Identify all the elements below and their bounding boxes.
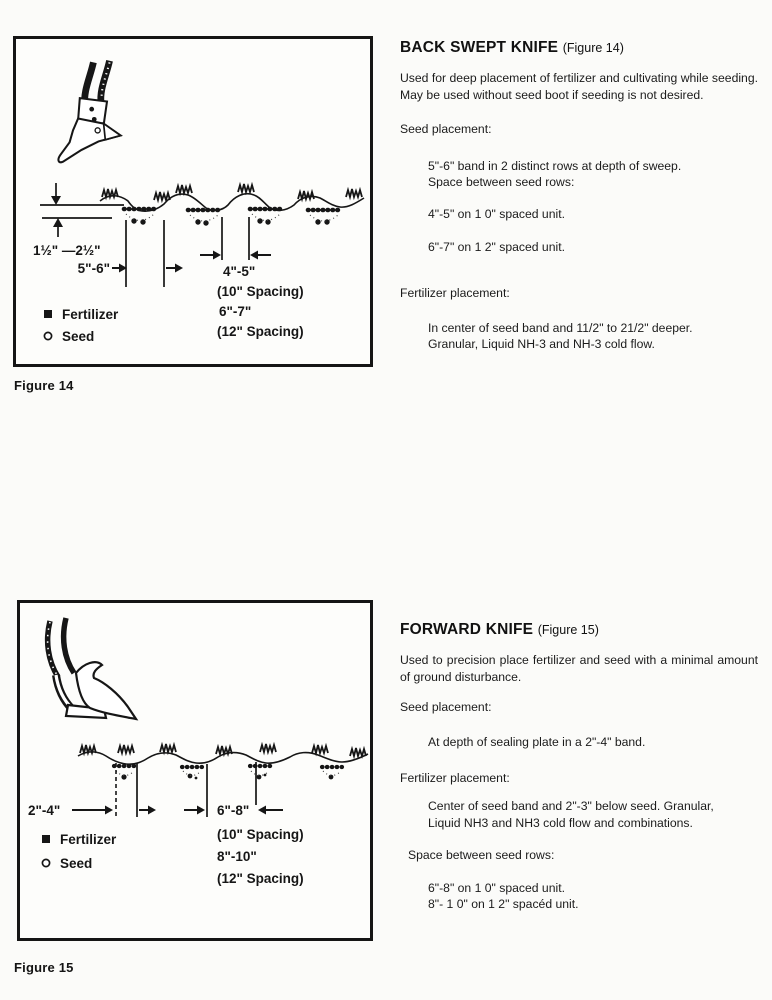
fertilizer-placement-line2: Liquid NH3 and NH3 cold flow and combinations. (428, 815, 693, 830)
space-between-rows-line1: 6"-8" on 1 0" spaced unit. (428, 880, 565, 895)
section-title-figure-ref: (Figure 14) (562, 41, 624, 55)
legend-seed-label: Seed (60, 856, 93, 871)
back-swept-intro: Used for deep placement of fertilizer and cultivating while seeding. May be used without seed boot if seeding is not desired. (400, 71, 758, 102)
fertilizer-placement-line2: Granular, Liquid NH-3 and NH-3 cold flow. (428, 337, 655, 352)
section-title-back-swept (400, 40, 760, 56)
figure14-diagram (16, 39, 370, 364)
space-between-rows-heading: Space between seed rows: (408, 848, 555, 863)
legend-seed-label: Seed (62, 329, 95, 344)
forward-knife-section (400, 622, 760, 912)
row-gap-callout (184, 762, 304, 886)
seed-placement-line2: Space between seed rows: (428, 175, 575, 190)
row-gap-spacing-10: (10" Spacing) (217, 827, 304, 842)
forward-intro: Used to precision place fertilizer and seed with a minimal amount of ground disturbance. (400, 653, 758, 684)
band-width-label: 5"-6" (77, 261, 110, 276)
space-between-rows-line2: 8"- 1 0" on 1 2" spacéd unit. (428, 897, 579, 912)
figure14-panel (13, 36, 373, 367)
section-title-text: FORWARD KNIFE (400, 621, 534, 638)
seed-placement-heading: Seed placement: (400, 700, 492, 715)
row-gap-spacing-10: (10" Spacing) (217, 284, 304, 299)
band-width-label: 2"-4" (28, 803, 61, 818)
seed-placement-line4: 6"-7" on 1 2" spaced unit. (428, 239, 565, 254)
fertilizer-placement-heading: Fertilizer placement: (400, 286, 510, 301)
legend-fertilizer-label: Fertilizer (60, 832, 117, 847)
row-gap-label-10: 6"-8" (217, 803, 250, 818)
seed-placement-line3: 4"-5" on 1 0" spaced unit. (428, 207, 565, 222)
band-width-callout (28, 763, 156, 818)
seed-placement-line1: At depth of sealing plate in a 2"-4" band. (428, 734, 646, 749)
row-gap-spacing-12: (12" Spacing) (217, 324, 304, 339)
row-gap-label-12: 8"-10" (217, 849, 257, 864)
seed-placement-line1: 5"-6" band in 2 distinct rows at depth of sweep. (428, 158, 682, 173)
section-title-text: BACK SWEPT KNIFE (400, 39, 559, 56)
figure14-legend (44, 307, 119, 344)
back-swept-knife-section (400, 40, 760, 352)
section-title-figure-ref: (Figure 15) (537, 623, 599, 637)
fertilizer-placement-line1: In center of seed band and 11/2" to 21/2" deeper. (428, 320, 693, 335)
row-gap-label-12: 6"-7" (219, 304, 252, 319)
fertilizer-symbol (42, 835, 50, 843)
forward-knife-icon (48, 618, 136, 719)
row-gap-label-10: 4"-5" (223, 264, 256, 279)
seed-symbol (44, 332, 51, 339)
soil-profile (78, 744, 368, 780)
row-gap-spacing-12: (12" Spacing) (217, 871, 304, 886)
row-gap-callout (200, 217, 304, 339)
fertilizer-placement-heading: Fertilizer placement: (400, 771, 510, 786)
seed-placement-heading: Seed placement: (400, 122, 492, 137)
seed-symbol (42, 859, 49, 866)
figure15-caption: Figure 15 (14, 960, 74, 975)
figure15-diagram (20, 603, 370, 938)
fertilizer-placement-line1: Center of seed band and 2"-3" below seed. Granular, (428, 799, 714, 814)
figure15-legend (42, 832, 117, 871)
depth-range-label: 1½" —2½" (33, 243, 101, 258)
section-title-forward (400, 622, 760, 638)
figure14-caption: Figure 14 (14, 378, 74, 393)
legend-fertilizer-label: Fertilizer (62, 307, 119, 322)
soil-profile (100, 184, 364, 226)
fertilizer-symbol (44, 310, 52, 318)
back-swept-knife-icon (58, 61, 120, 163)
figure15-panel (17, 600, 373, 941)
